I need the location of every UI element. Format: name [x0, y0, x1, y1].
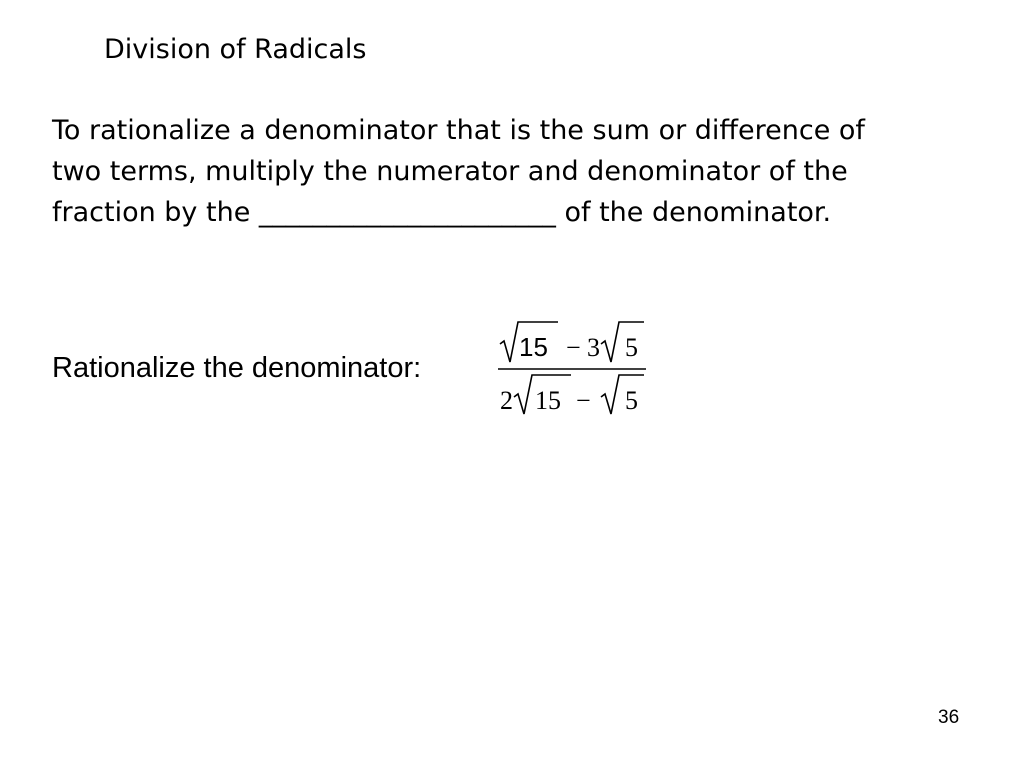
slide-title: Division of Radicals: [104, 34, 367, 65]
rationalize-prompt: Rationalize the denominator:: [52, 352, 422, 384]
page-number: 36: [938, 707, 960, 728]
fraction-graphic: [494, 318, 654, 418]
numerator-coefficient: 3: [587, 333, 600, 362]
numerator-radicand-1: 15: [519, 332, 548, 362]
paragraph-line: To rationalize a denominator that is the sum or difference of: [52, 115, 865, 146]
radical-fraction: [494, 318, 654, 418]
paragraph-line: fraction by the ______________________ of the denominator.: [52, 197, 832, 228]
paragraph-line: two terms, multiply the numerator and denominator of the: [52, 156, 848, 187]
numerator-radicand-2: 5: [625, 333, 638, 362]
denominator-coefficient: 2: [500, 386, 513, 415]
denominator-operator: −: [576, 386, 591, 415]
numerator-operator: −: [566, 333, 581, 362]
denominator-radicand-2: 5: [625, 386, 638, 415]
instruction-paragraph: [52, 110, 1012, 233]
denominator-radicand-1: 15: [535, 386, 561, 415]
